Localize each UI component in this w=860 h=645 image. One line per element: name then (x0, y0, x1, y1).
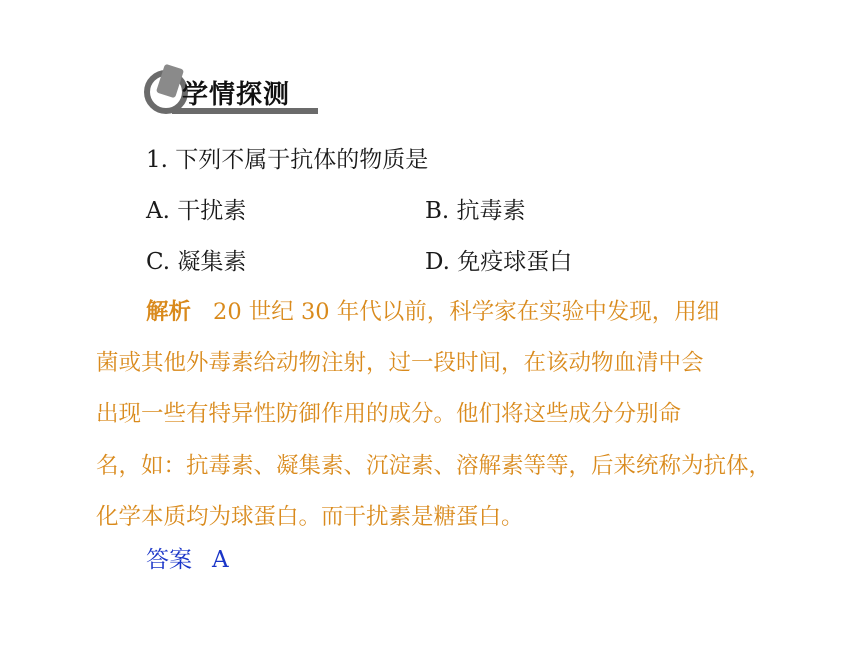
analysis-line-5: 化学本质均为球蛋白。而干扰素是糖蛋白。 (96, 504, 524, 530)
answer-line (146, 541, 229, 574)
answer-value: A (212, 547, 229, 573)
option-a: A. 干扰素 (146, 198, 247, 224)
section-header (142, 64, 320, 118)
analysis-label: 解析 (146, 299, 192, 325)
option-c: C. 凝集素 (146, 249, 247, 275)
question-stem: 1. 下列不属于抗体的物质是 (146, 147, 429, 173)
option-b: B. 抗毒素 (425, 198, 526, 224)
analysis-line-3: 出现一些有特异性防御作用的成分。他们将这些成分分别命 (96, 401, 682, 427)
analysis-line-4: 名，如：抗毒素、凝集素、沉淀素、溶解素等等，后来统称为抗体， (96, 453, 772, 479)
analysis-line-2: 菌或其他外毒素给动物注射，过一段时间，在该动物血清中会 (96, 350, 704, 376)
analysis-text: 20 世纪 30 年代以前，科学家在实验中发现，用细 (213, 299, 720, 325)
analysis-line-1 (146, 294, 719, 326)
answer-label: 答案 (146, 547, 192, 573)
option-d: D. 免疫球蛋白 (425, 249, 573, 275)
section-title: 学情探测 (182, 80, 291, 110)
